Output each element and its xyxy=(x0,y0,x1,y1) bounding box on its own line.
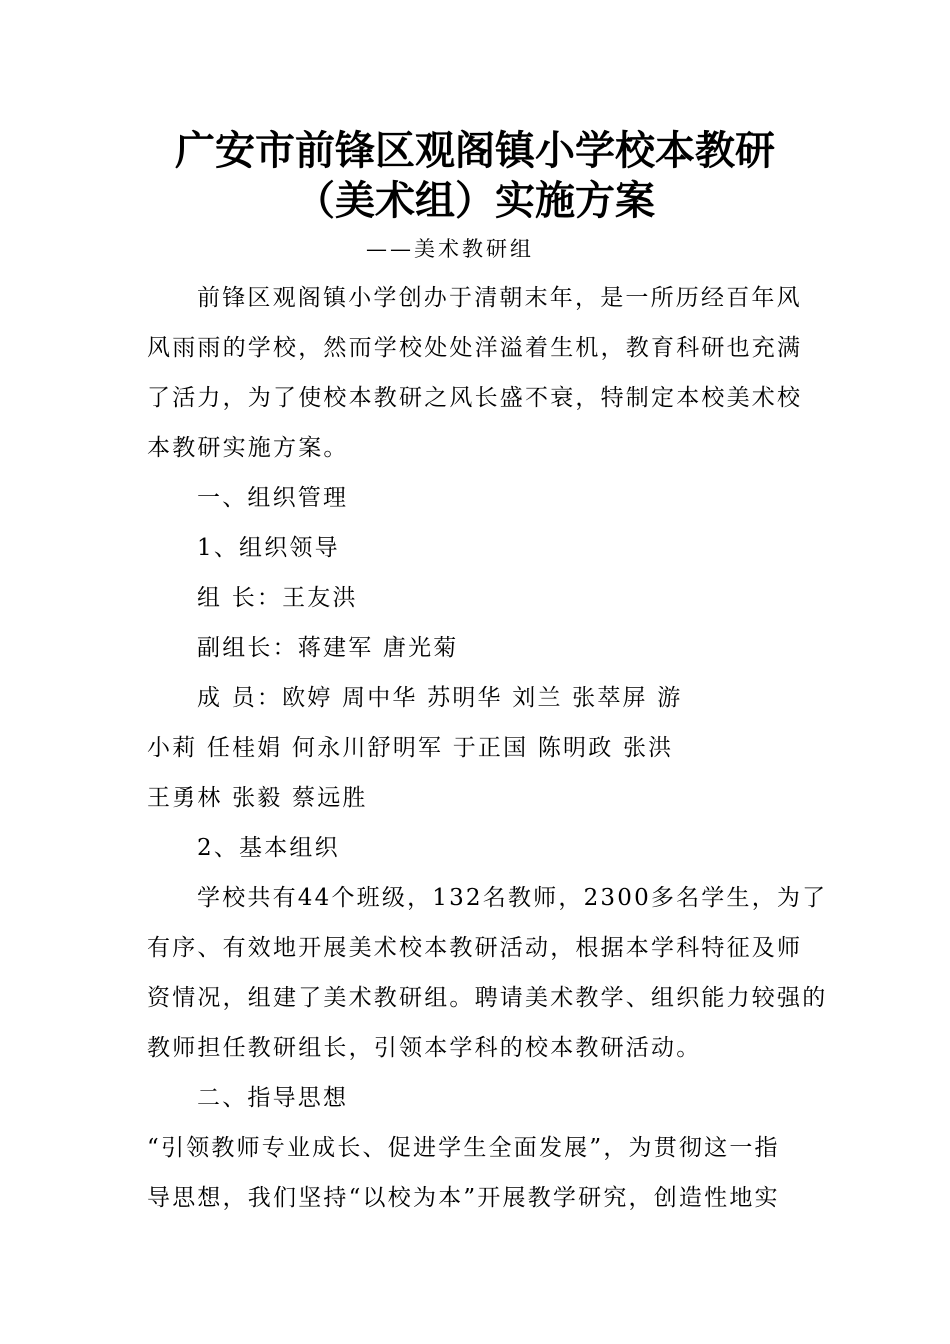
subsection-heading: 1、组织领导 xyxy=(197,535,340,561)
deputy-leader-line: 副组长：蒋建军 唐光菊 xyxy=(197,635,459,661)
document-subtitle: ——美术教研组 xyxy=(366,237,534,261)
document-title-line-1: 广安市前锋区观阁镇小学校本教研 xyxy=(175,127,775,174)
paragraph-line: 导思想，我们坚持“以校为本”开展教学研究，创造性地实 xyxy=(147,1185,780,1211)
paragraph-line: 前锋区观阁镇小学创办于清朝末年，是一所历经百年风 xyxy=(197,285,802,311)
paragraph-line: “引领教师专业成长、促进学生全面发展”，为贯彻这一指 xyxy=(147,1135,780,1161)
paragraph-line: 本教研实施方案。 xyxy=(147,435,349,461)
paragraph-line: 有序、有效地开展美术校本教研活动，根据本学科特征及师 xyxy=(147,935,803,961)
paragraph-line: 资情况，组建了美术教研组。聘请美术教学、组织能力较强的 xyxy=(147,985,828,1011)
members-line: 成 员：欧婷 周中华 苏明华 刘兰 张萃屏 游 xyxy=(197,685,683,711)
section-heading: 一、组织管理 xyxy=(197,485,349,511)
leader-line: 组 长：王友洪 xyxy=(197,585,358,611)
document-title-line-2: （美术组）实施方案 xyxy=(295,177,655,224)
paragraph-line: 风雨雨的学校，然而学校处处洋溢着生机，教育科研也充满 xyxy=(147,335,803,361)
paragraph-line: 了活力，为了使校本教研之风长盛不衰，特制定本校美术校 xyxy=(147,385,803,411)
section-heading: 二、指导思想 xyxy=(197,1085,349,1111)
paragraph-line: 教师担任教研组长，引领本学科的校本教研活动。 xyxy=(147,1035,702,1061)
paragraph-line: 学校共有44个班级，132名教师，2300多名学生，为了 xyxy=(197,885,828,911)
members-line: 王勇林 张毅 蔡远胜 xyxy=(147,785,368,811)
members-line: 小莉 任桂娟 何永川舒明军 于正国 陈明政 张洪 xyxy=(147,735,674,761)
subsection-heading: 2、基本组织 xyxy=(197,835,340,861)
